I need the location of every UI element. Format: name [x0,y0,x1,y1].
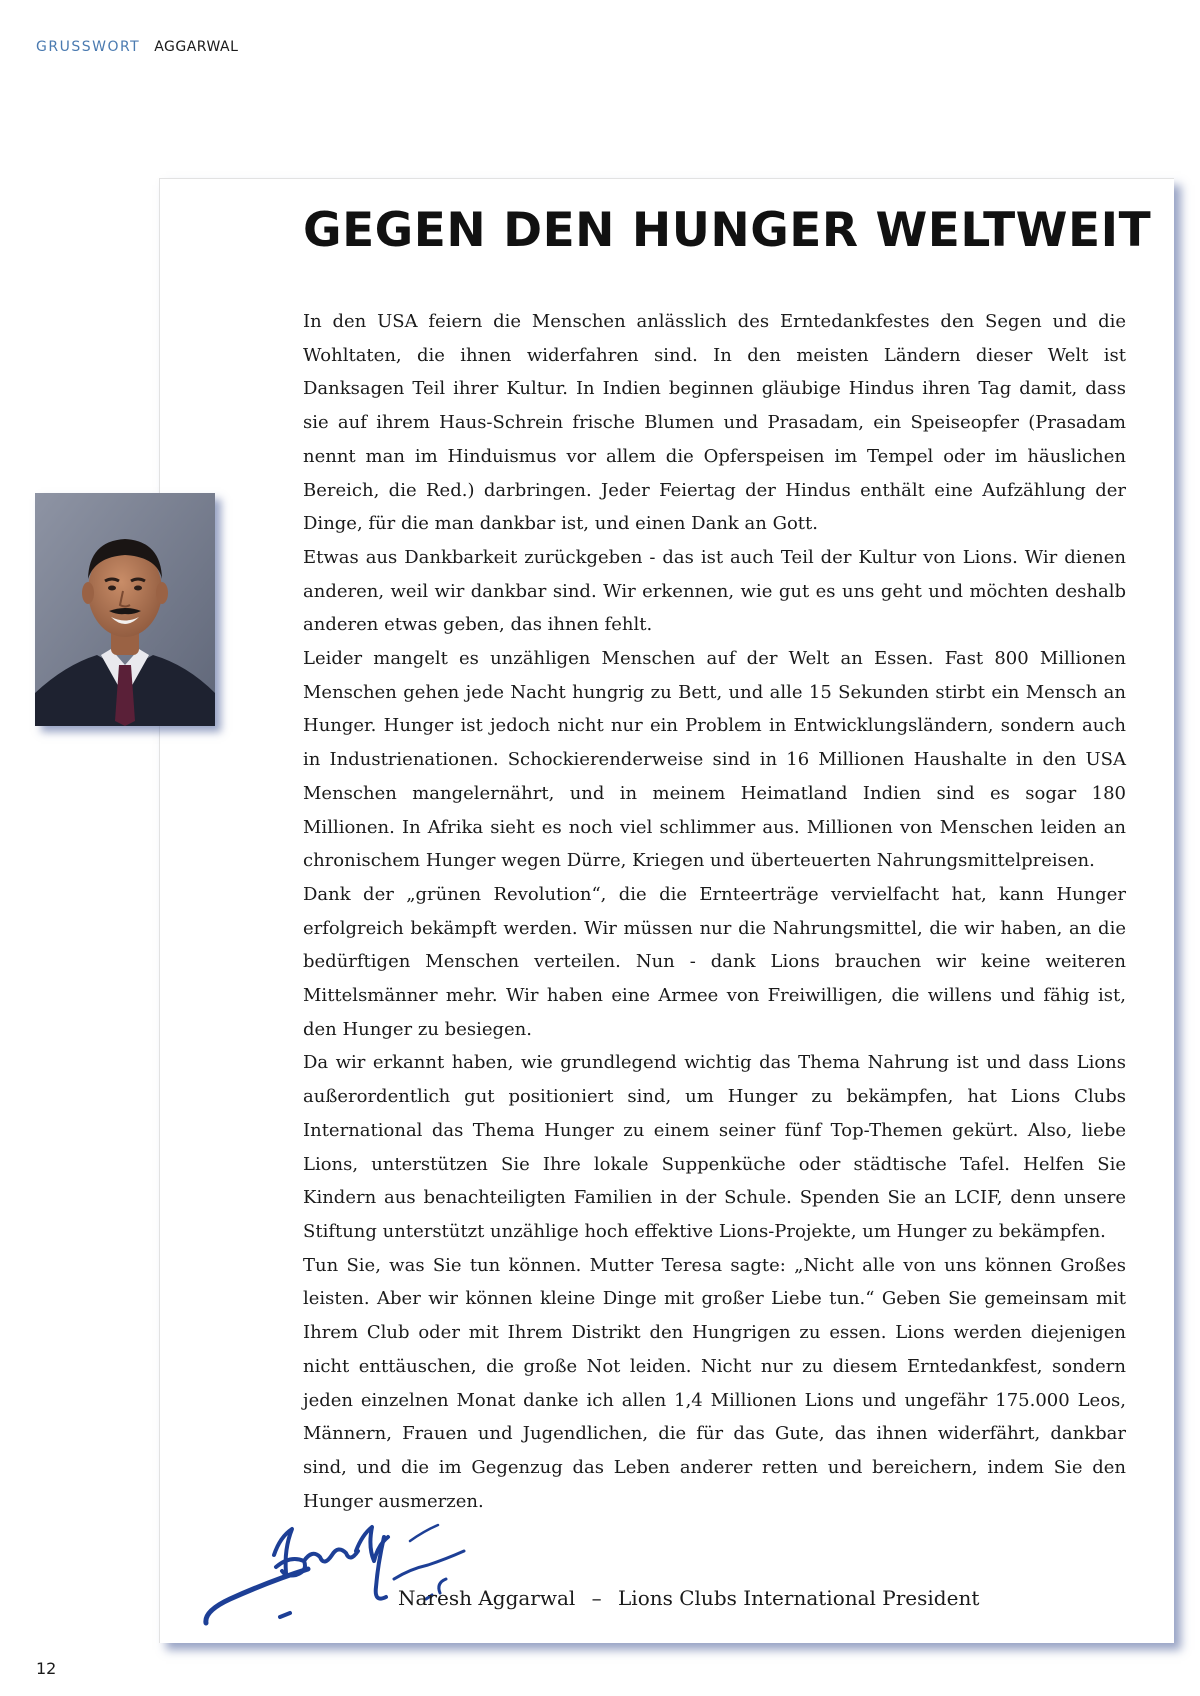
article-body [303,305,1126,1518]
running-header [36,39,238,55]
header-name: AGGARWAL [154,39,239,55]
paragraph: In den USA feiern die Menschen anlässlich des Erntedankfestes den Segen und die Wohltaten, die ihnen widerfahren sind. In den meisten Ländern dieser Welt ist Danksagen Teil ihrer Kultur. In Indien beginnen gläubige Hindus ihren Tag damit, dass sie auf ihrem Haus-Schrein frische Blumen und Prasadam, ein Speiseopfer (Prasadam nennt man im Hinduismus vor allem die Opferspeisen im Tempel oder im häuslichen Bereich, die Red.) darbringen. Jeder Feiertag der Hindus enthält eine Aufzählung der Dinge, für die man dankbar ist, und einen Dank an Gott. [303,311,1126,535]
paragraph: Dank der „grünen Revolution“, die die Ernteerträge vervielfacht hat, kann Hunger erfolgreich bekämpft werden. Wir müssen nur die Nahrungsmittel, die wir haben, an die bedürftigen Menschen verteilen. Nun - dank Lions brauchen wir keine weiteren Mittelsmänner mehr. Wir haben eine Armee von Freiwilligen, die willens und fähig ist, den Hunger zu besiegen. [303,883,1126,1040]
signatory-name: Naresh Aggarwal [398,1586,576,1610]
signatory-role: Lions Clubs International President [618,1586,980,1610]
signature-separator: – [591,1586,602,1610]
article-title: GEGEN DEN HUNGER WELTWEIT [303,203,1152,258]
signature-line [398,1586,979,1610]
paragraph: Etwas aus Dankbarkeit zurückgeben - das ist auch Teil der Kultur von Lions. Wir dienen anderen, weil wir dankbar sind. Wir erkennen, wie gut es uns geht und möchten deshalb anderen etwas geben, das ihnen fehlt. [303,546,1126,636]
portrait-illustration [35,493,215,726]
paragraph: Da wir erkannt haben, wie grundlegend wichtig das Thema Nahrung ist und dass Lions außerordentlich gut positioniert sind, um Hunger zu bekämpfen, hat Lions Clubs International das Thema Hunger zu einem seiner fünf Top-Themen gekürt. Also, liebe Lions, unterstützen Sie Ihre lokale Suppenküche oder städtische Tafel. Helfen Sie Kindern aus benachteiligten Familien in der Schule. Spenden Sie an LCIF, denn unsere Stiftung unterstützt unzählige hoch effektive Lions-Projekte, um Hunger zu bekämpfen. [303,1052,1126,1242]
paragraph: Leider mangelt es unzähligen Menschen auf der Welt an Essen. Fast 800 Millionen Menschen gehen jede Nacht hungrig zu Bett, und alle 15 Sekunden stirbt ein Mensch an Hunger. Hunger ist jedoch nicht nur ein Problem in Entwicklungsländern, sondern auch in Industrienationen. Schockierenderweise sind in 16 Millionen Haushalte in den USA Menschen mangelernährt, und in meinem Heimatland Indien sind es sogar 180 Millionen. In Afrika sieht es noch viel schlimmer aus. Millionen von Menschen leiden an chronischem Hunger wegen Dürre, Kriegen und überteuerten Nahrungsmittelpreisen. [303,648,1126,872]
paragraph: Tun Sie, was Sie tun können. Mutter Teresa sagte: „Nicht alle von uns können Großes leisten. Aber wir können kleine Dinge mit großer Liebe tun.“ Geben Sie gemeinsam mit Ihrem Club oder mit Ihrem Distrikt den Hungrigen zu essen. Lions werden diejenigen nicht enttäuschen, die große Not leiden. Nicht nur zu diesem Erntedankfest, sondern jeden einzelnen Monat danke ich allen 1,4 Millionen Lions und ungefähr 175.000 Leos, Männern, Frauen und Jugendlichen, die für das Gute, das ihnen widerfährt, dankbar sind, und die im Gegenzug das Leben anderer retten und bereichern, indem Sie den Hunger ausmerzen. [303,1254,1126,1512]
handwritten-signature [200,1515,475,1635]
portrait-photo [35,493,215,726]
page-number: 12 [36,1659,57,1678]
header-section: GRUSSWORT [36,39,141,55]
